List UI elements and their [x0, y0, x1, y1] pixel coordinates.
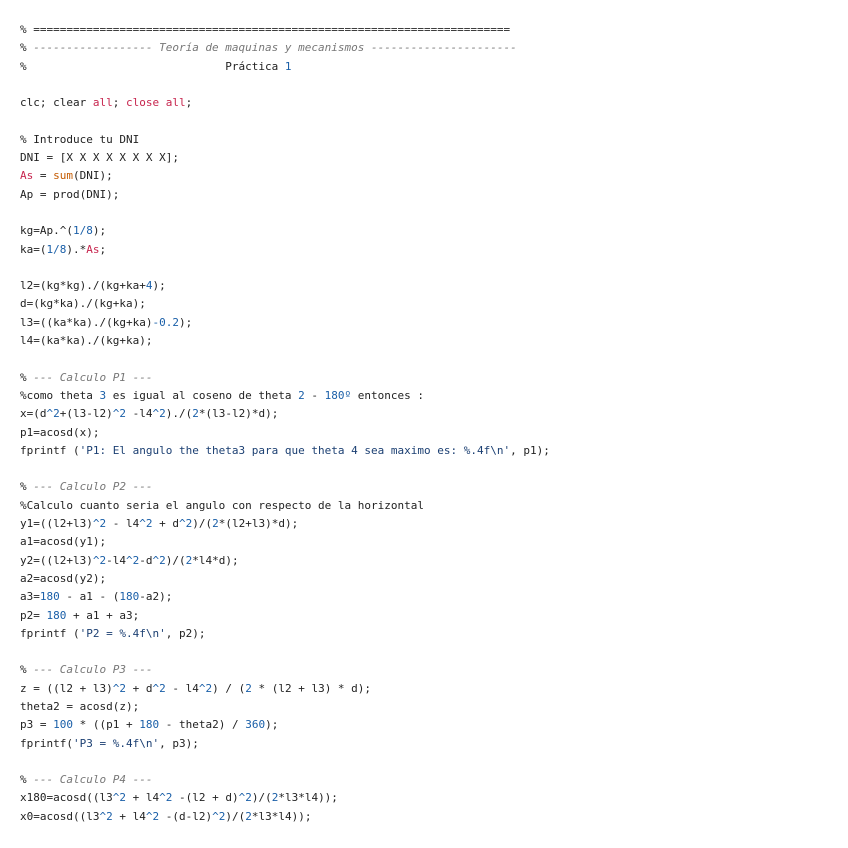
- code-token-plain: -l4: [125, 407, 153, 421]
- code-token-plain: theta2 = acosd(z);: [20, 699, 140, 713]
- code-line[interactable]: [20, 405, 840, 423]
- code-token-plain: l2=(kg*kg)./(kg+ka+: [20, 279, 146, 293]
- code-line[interactable]: [20, 149, 840, 167]
- code-line[interactable]: [20, 533, 840, 551]
- code-line[interactable]: [20, 112, 840, 130]
- code-token-plain: a3=: [20, 590, 40, 604]
- code-line[interactable]: [20, 131, 840, 149]
- code-token-num: 2: [185, 553, 193, 567]
- code-line[interactable]: [20, 515, 840, 533]
- code-token-fn: sum: [53, 169, 73, 183]
- code-line[interactable]: [20, 808, 840, 826]
- code-token-cplain: %: [20, 663, 34, 677]
- code-line[interactable]: [20, 314, 840, 332]
- code-line[interactable]: [20, 94, 840, 112]
- code-token-num: ^2: [145, 809, 160, 823]
- code-token-num: 2: [271, 791, 279, 805]
- code-token-comment: --- Calculo P4 ---: [33, 773, 153, 787]
- code-token-plain: )/(: [165, 553, 186, 567]
- code-line[interactable]: [20, 643, 840, 661]
- code-token-cplain: %: [20, 480, 34, 494]
- code-token-plain: * ((p1 +: [73, 718, 140, 732]
- code-line[interactable]: [20, 607, 840, 625]
- code-token-plain: -(l2 + d): [172, 791, 239, 805]
- code-token-num: 100: [53, 718, 73, 732]
- code-token-kw: As: [20, 169, 34, 183]
- code-token-num: 360: [245, 718, 266, 732]
- code-token-comment: --- Calculo P1 ---: [33, 370, 153, 384]
- code-token-num: ^2: [212, 809, 226, 823]
- code-token-plain: )/(: [251, 791, 272, 805]
- code-token-plain: -(d-l2): [159, 809, 213, 823]
- code-token-plain: y2=((l2+l3): [20, 553, 93, 567]
- code-token-num: ^2: [112, 407, 126, 421]
- code-line[interactable]: [20, 167, 840, 185]
- code-line[interactable]: [20, 241, 840, 259]
- code-token-plain: p1=acosd(x);: [20, 425, 100, 439]
- code-token-num: ^2: [152, 553, 166, 567]
- code-token-num: ^2: [92, 517, 107, 531]
- code-token-comment: ------------------ Teoría de maquinas y mecanismos ----------------------: [33, 41, 517, 55]
- code-line[interactable]: [20, 277, 840, 295]
- code-token-plain: *(l2+l3)*d);: [218, 517, 299, 531]
- code-token-num: ^2: [99, 809, 113, 823]
- code-line[interactable]: [20, 369, 840, 387]
- code-token-num: 3: [99, 388, 107, 402]
- code-line[interactable]: [20, 497, 840, 515]
- code-token-plain: Ap = prod(DNI);: [20, 187, 120, 201]
- code-token-plain: , p2);: [165, 626, 206, 640]
- code-token-num: ^2: [238, 791, 252, 805]
- code-token-plain: l4=(ka*ka)./(kg+ka);: [20, 334, 153, 348]
- code-token-num: 1/8: [46, 242, 67, 256]
- code-token-comment: --- Calculo P2 ---: [33, 480, 153, 494]
- code-token-num: ^2: [159, 791, 173, 805]
- code-token-plain: *l3*l4));: [278, 791, 338, 805]
- code-token-plain: -a2);: [139, 590, 173, 604]
- code-editor[interactable]: [20, 21, 840, 826]
- code-token-num: 1: [284, 59, 292, 73]
- code-line[interactable]: [20, 442, 840, 460]
- code-line[interactable]: [20, 625, 840, 643]
- code-token-num: ^2: [152, 681, 166, 695]
- code-token-plain: )./(: [165, 407, 193, 421]
- code-token-num: ^2: [152, 407, 166, 421]
- code-token-plain: );: [92, 224, 107, 238]
- code-line[interactable]: [20, 460, 840, 478]
- code-token-plain: fprintf (: [20, 443, 80, 457]
- code-token-plain: - l4: [165, 681, 199, 695]
- code-token-num: 4: [145, 279, 153, 293]
- code-token-plain: fprintf (: [20, 626, 80, 640]
- code-token-plain: z = ((l2 + l3): [20, 681, 113, 695]
- code-token-num: 180: [119, 590, 140, 604]
- code-token-num: ^2: [92, 553, 107, 567]
- code-token-num: 2: [192, 407, 199, 421]
- code-line[interactable]: [20, 76, 840, 94]
- code-token-num: 2: [298, 388, 305, 402]
- code-token-kw: all: [92, 96, 113, 110]
- code-token-plain: ka=(: [20, 242, 47, 256]
- code-token-cplain: -: [304, 388, 325, 402]
- code-token-plain: ;: [99, 242, 107, 256]
- code-line[interactable]: [20, 332, 840, 350]
- code-token-num: 2: [245, 681, 252, 695]
- code-line[interactable]: [20, 588, 840, 606]
- code-token-plain: x=(d: [20, 407, 47, 421]
- code-token-cplain: %Calculo cuanto seria el angulo con respecto de la horizontal: [20, 498, 424, 512]
- code-token-num: ^2: [46, 407, 60, 421]
- code-token-cplain: entonces :: [351, 388, 425, 402]
- code-token-cplain: %: [20, 41, 34, 55]
- code-token-num: ^2: [139, 517, 153, 531]
- code-token-plain: , p1);: [510, 443, 550, 457]
- code-token-plain: -d: [139, 553, 153, 567]
- code-token-plain: clc; clear: [20, 96, 93, 110]
- code-token-plain: DNI = [X X X X X X X X];: [20, 151, 179, 165]
- code-token-plain: y1=((l2+l3): [20, 517, 93, 531]
- code-token-plain: ) / (: [212, 681, 246, 695]
- code-token-plain: + l4: [125, 791, 160, 805]
- code-token-cplain: %: [20, 370, 34, 384]
- code-token-plain: *(l3-l2)*d);: [198, 407, 279, 421]
- code-token-plain: , p3);: [159, 736, 199, 750]
- code-token-plain: ;: [185, 96, 193, 110]
- code-token-cplain: % ========================================================================: [20, 23, 511, 36]
- code-token-plain: x180=acosd((l3: [20, 791, 113, 805]
- code-token-num: 180: [46, 608, 67, 622]
- code-line[interactable]: [20, 753, 840, 771]
- code-token-plain: *l3*l4));: [251, 809, 312, 823]
- code-token-num: 180: [39, 590, 60, 604]
- code-line[interactable]: [20, 21, 840, 39]
- code-token-plain: );: [152, 279, 166, 293]
- code-line[interactable]: [20, 570, 840, 588]
- code-line[interactable]: [20, 58, 840, 76]
- code-line[interactable]: [20, 478, 840, 496]
- code-token-plain: +(l3-l2): [59, 407, 113, 421]
- code-token-plain: p3 =: [20, 718, 54, 732]
- code-line[interactable]: [20, 186, 840, 204]
- code-token-kw: close all: [125, 96, 186, 110]
- code-token-cplain: %como theta: [20, 388, 100, 402]
- code-line[interactable]: [20, 716, 840, 734]
- code-token-num: 180º: [324, 388, 352, 402]
- code-token-plain: -l4: [106, 553, 126, 567]
- code-token-plain: + d: [125, 681, 153, 695]
- code-token-str: 'P1: El angulo the theta3 para que theta 4 sea maximo es: %.4f\n': [79, 443, 511, 457]
- code-token-plain: d=(kg*ka)./(kg+ka);: [20, 297, 146, 311]
- code-token-plain: - l4: [106, 517, 140, 531]
- code-token-cplain: %: [20, 773, 34, 787]
- code-token-num: 180: [139, 718, 160, 732]
- code-token-plain: )/(: [225, 809, 246, 823]
- code-line[interactable]: [20, 789, 840, 807]
- code-token-str: 'P2 = %.4f\n': [79, 626, 166, 640]
- code-token-plain: *l4*d);: [192, 553, 239, 567]
- code-line[interactable]: [20, 222, 840, 240]
- code-token-plain: l3=((ka*ka)./(kg+ka): [20, 315, 153, 329]
- code-token-kw: As: [86, 242, 100, 256]
- code-token-num: ^2: [125, 553, 140, 567]
- code-line[interactable]: [20, 350, 840, 368]
- code-line[interactable]: [20, 735, 840, 753]
- code-token-plain: ;: [112, 96, 126, 110]
- code-token-num: ^2: [112, 681, 126, 695]
- code-line[interactable]: [20, 39, 840, 57]
- code-token-plain: =: [33, 169, 54, 183]
- code-token-str: 'P3 = %.4f\n': [72, 736, 160, 750]
- code-token-plain: a1=acosd(y1);: [20, 535, 107, 549]
- code-token-num: -0.2: [152, 315, 179, 329]
- code-token-cplain: % Introduce tu DNI: [20, 132, 140, 146]
- code-token-plain: x0=acosd((l3: [20, 809, 100, 823]
- code-token-num: 2: [245, 809, 252, 823]
- code-token-plain: + a1 + a3;: [66, 608, 140, 622]
- code-line[interactable]: [20, 204, 840, 222]
- code-token-num: 1/8: [72, 224, 93, 238]
- code-token-plain: ).*: [66, 242, 87, 256]
- code-token-plain: fprintf(: [20, 736, 73, 750]
- code-line[interactable]: [20, 680, 840, 698]
- code-token-num: 2: [212, 517, 219, 531]
- code-token-plain: * (l2 + l3) * d);: [251, 681, 372, 695]
- code-token-plain: - a1 - (: [59, 590, 120, 604]
- code-token-plain: + l4: [112, 809, 146, 823]
- code-token-plain: + d: [152, 517, 179, 531]
- code-token-plain: p2=: [20, 608, 47, 622]
- code-line[interactable]: [20, 259, 840, 277]
- code-line[interactable]: [20, 552, 840, 570]
- code-token-cplain: % Práctica: [20, 59, 285, 73]
- code-token-comment: --- Calculo P3 ---: [33, 663, 153, 677]
- code-token-plain: a2=acosd(y2);: [20, 571, 107, 585]
- code-token-num: ^2: [112, 791, 126, 805]
- code-token-plain: - theta2) /: [159, 718, 246, 732]
- code-token-plain: (DNI);: [73, 169, 113, 183]
- code-token-plain: );: [265, 718, 279, 732]
- code-token-cplain: es igual al coseno de theta: [106, 388, 299, 402]
- code-token-num: ^2: [198, 681, 213, 695]
- code-line[interactable]: [20, 424, 840, 442]
- code-line[interactable]: [20, 661, 840, 679]
- code-line[interactable]: [20, 295, 840, 313]
- code-token-plain: );: [178, 315, 193, 329]
- code-line[interactable]: [20, 698, 840, 716]
- code-line[interactable]: [20, 771, 840, 789]
- code-token-plain: )/(: [192, 517, 213, 531]
- code-line[interactable]: [20, 387, 840, 405]
- code-token-plain: kg=Ap.^(: [20, 224, 73, 238]
- code-token-num: ^2: [178, 517, 193, 531]
